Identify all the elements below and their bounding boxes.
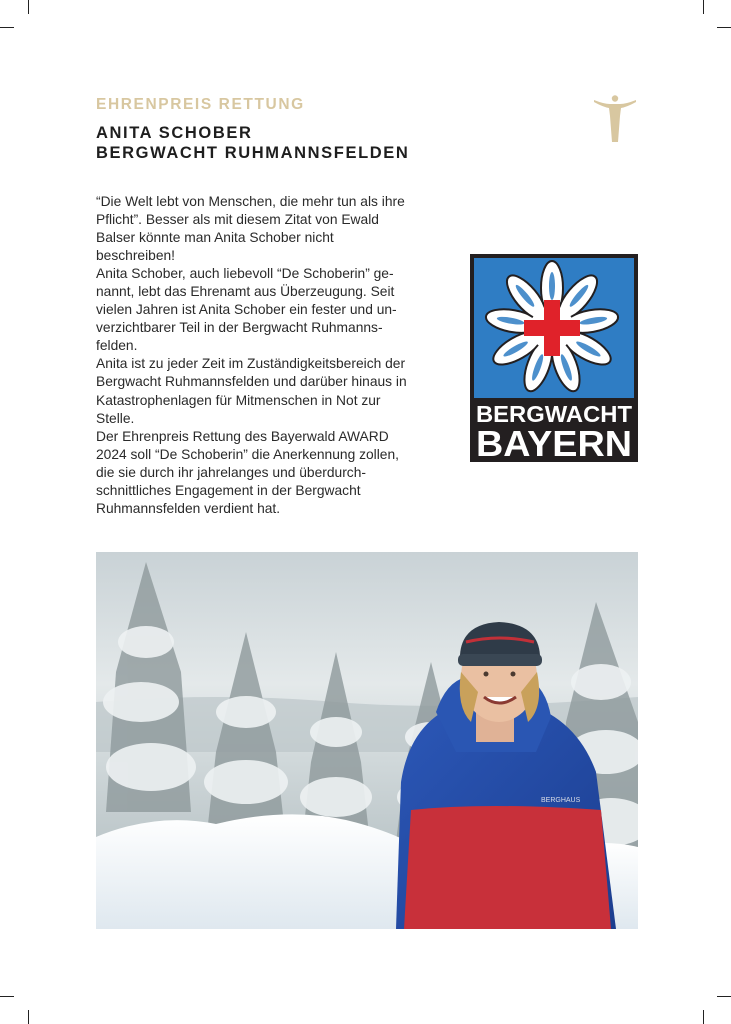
text-line: “Die Welt lebt von Menschen, die mehr tun als ihre <box>96 194 405 209</box>
text-line: 2024 soll “De Schoberin” die Anerkennung zollen, <box>96 446 399 462</box>
text-line: Pflicht”. Besser als mit diesem Zitat von Ewald <box>96 212 379 228</box>
crop-mark <box>717 27 731 28</box>
text-line: Ruhmannsfelden verdient hat. <box>96 500 281 516</box>
text-line: Stelle. <box>96 410 135 426</box>
awardee-heading <box>96 123 409 163</box>
award-category: EHRENPREIS RETTUNG <box>96 96 305 113</box>
logo-text-bergwacht: BERGWACHT <box>476 401 633 427</box>
text-line: beschreiben! <box>96 248 176 264</box>
text-line: Anita ist zu jeder Zeit im Zuständigkeitsbereich der <box>96 356 406 372</box>
crop-mark <box>28 1010 29 1024</box>
crop-mark <box>0 996 14 997</box>
text-line: Bergwacht Ruhmannsfelden und darüber hinaus in <box>96 374 407 390</box>
portrait-photo <box>96 552 638 929</box>
crop-mark <box>0 27 14 28</box>
bergwacht-bayern-logo <box>470 254 638 462</box>
text-line: schnittliches Engagement in der Bergwacht <box>96 482 361 498</box>
snow-drift <box>96 814 426 929</box>
crop-mark <box>28 0 29 14</box>
text-line: vielen Jahren ist Anita Schober ein fester und un- <box>96 302 397 318</box>
crop-mark <box>703 0 704 14</box>
text-line: Balser könnte man Anita Schober nicht <box>96 230 334 246</box>
text-line: die sie durch ihr jahrelanges und überdurch- <box>96 464 366 480</box>
awardee-organization: BERGWACHT RUHMANNSFELDEN <box>96 144 410 162</box>
text-line: felden. <box>96 338 138 354</box>
crop-mark <box>717 996 731 997</box>
awardee-name: ANITA SCHOBER <box>96 124 253 142</box>
crop-mark <box>703 1010 704 1024</box>
text-line: Der Ehrenpreis Rettung des Bayerwald AWARD <box>96 428 389 444</box>
text-line: Katastrophenlagen für Mitmenschen in Not zur <box>96 392 381 408</box>
logo-text-bayern: BAYERN <box>476 423 632 462</box>
text-line: Anita Schober, auch liebevoll “De Schoberin” ge- <box>96 266 394 282</box>
laudation-text <box>96 193 446 518</box>
jacket-brand: BERGHAUS <box>541 797 581 804</box>
text-line: verzichtbarer Teil in der Bergwacht Ruhmanns- <box>96 320 383 336</box>
award-trophy-icon <box>592 94 638 144</box>
text-line: nannt, lebt das Ehrenamt aus Überzeugung. Seit <box>96 284 395 300</box>
